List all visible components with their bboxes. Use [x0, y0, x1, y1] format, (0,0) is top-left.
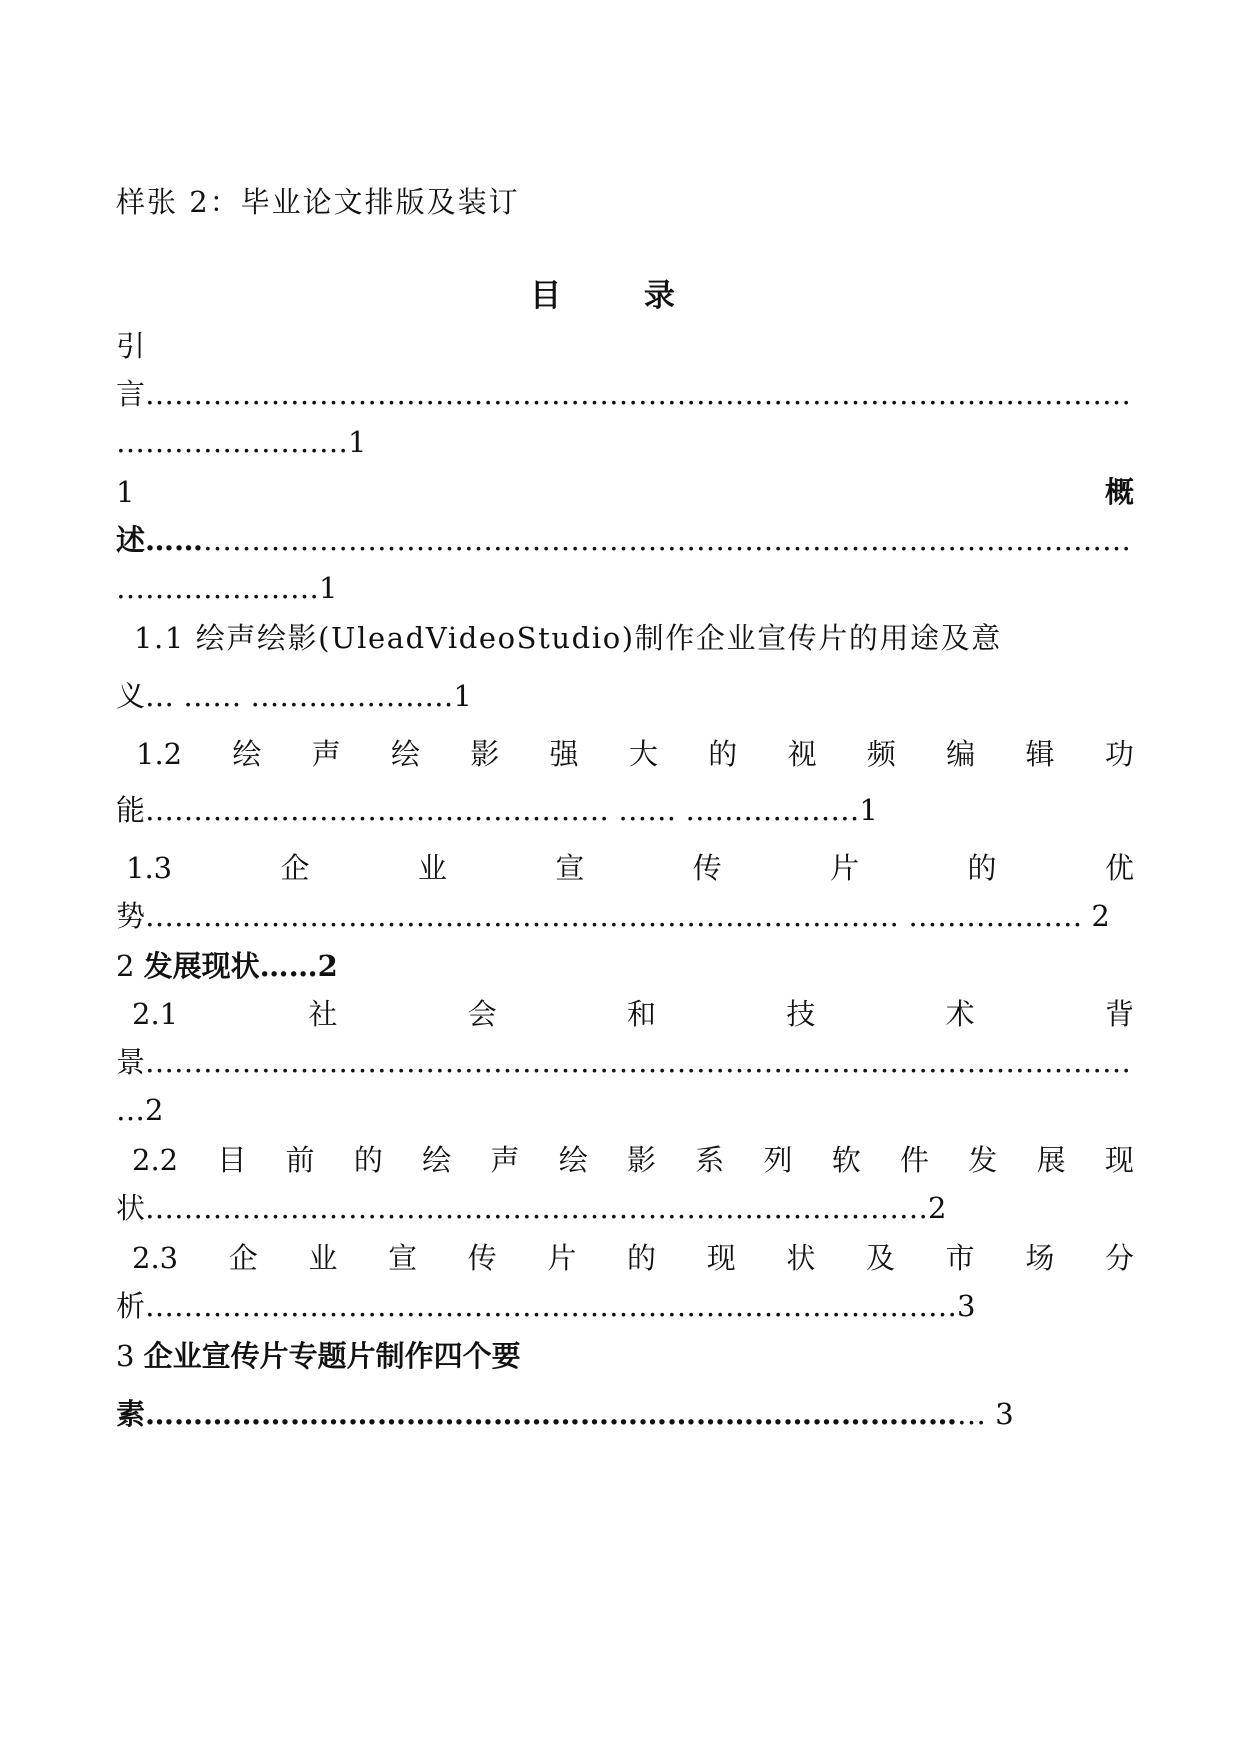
toc-ch1-line3: …………………1 — [116, 571, 338, 605]
toc-s11-line1: 1.1 绘声绘影(UleadVideoStudio)制作企业宣传片的用途及意 — [134, 621, 1002, 655]
toc-s22-line2: 状………………………………………………………………………2 — [116, 1191, 947, 1225]
toc-s23-line1: 2.3 企 业 宣 传 片 的 现 状 及 市 场 分 — [132, 1241, 1134, 1275]
toc-s12-line2: 能………………………………………… …… ………………1 — [116, 793, 878, 827]
toc-s23-line2: 析…………………………………………………………………………3 — [116, 1289, 976, 1323]
sample-label: 样张 2：毕业论文排版及装订 — [116, 185, 520, 219]
toc-ch1-title: 概 — [1104, 475, 1134, 509]
toc-intro-line3: ……………………1 — [116, 425, 367, 459]
toc-s21-line2: 景………………………………………………………………………………………… — [116, 1045, 1132, 1079]
toc-s12-line1: 1.2 绘 声 绘 影 强 大 的 视 频 编 辑 功 — [136, 737, 1134, 771]
toc-ch1-line1 — [116, 472, 1134, 512]
toc-intro-line1: 引 — [116, 329, 146, 363]
toc-s11-line2: 义… …… …………………1 — [116, 679, 472, 713]
toc-s21-line3: …2 — [116, 1093, 164, 1127]
toc-ch3-line2: 素…………………………………………………………………………… 3 — [116, 1397, 1014, 1431]
toc-s22-line1: 2.2 目 前 的 绘 声 绘 影 系 列 软 件 发 展 现 — [132, 1143, 1134, 1177]
toc-intro-line2: 言………………………………………………………………………………………… — [116, 377, 1132, 411]
toc-s13-line1: 1.3 企 业 宣 传 片 的 优 — [126, 851, 1134, 885]
toc-s13-line2: 势…………………………………………………………………… ……………… 2 — [116, 899, 1110, 933]
toc-ch2-line: 2 发展现状……2 — [116, 949, 338, 983]
toc-ch3-line1: 3 企业宣传片专题片制作四个要 — [116, 1339, 521, 1373]
toc-ch1-number: 1 — [116, 475, 135, 509]
toc-s21-line1: 2.1 社 会 和 技 术 背 — [132, 997, 1134, 1031]
toc-ch1-line2: 述………………………………………………………………………………………… — [116, 523, 1132, 557]
toc-title: 目 录 — [530, 278, 711, 314]
